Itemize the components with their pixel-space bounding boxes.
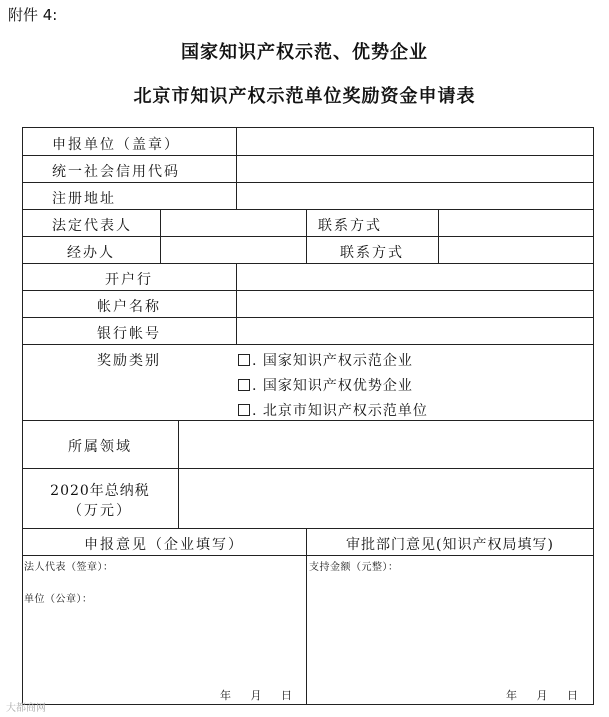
label-opinion-department: 审批部门意见(知识产权局填写)	[346, 537, 554, 553]
row-divider	[22, 236, 594, 237]
column-divider	[236, 263, 237, 344]
row-divider	[22, 263, 594, 264]
checkbox-icon[interactable]	[238, 354, 250, 366]
label-award-category: 奖励类别	[97, 353, 161, 369]
row-divider	[22, 528, 594, 529]
label-applicant-unit: 申报单位（盖章）	[52, 137, 180, 153]
option-beijing-demo[interactable]	[238, 400, 428, 420]
row-divider	[22, 555, 594, 556]
date-right: 年 月 日	[506, 689, 586, 702]
unit-seal-label: 单位（公章）：	[24, 594, 93, 605]
label-account-name: 帐户名称	[97, 299, 161, 315]
column-divider	[438, 209, 439, 263]
row-divider	[22, 317, 594, 318]
column-divider	[306, 528, 307, 705]
label-contact-method: 联系方式	[318, 218, 382, 234]
label-contact-method-2: 联系方式	[340, 245, 404, 261]
checkbox-icon[interactable]	[238, 379, 250, 391]
option-national-demo[interactable]	[238, 350, 413, 370]
option-label: . 国家知识产权示范企业	[252, 353, 413, 369]
label-field: 所属领域	[68, 439, 132, 455]
label-opinion-enterprise: 申报意见（企业填写）	[84, 537, 244, 553]
label-tax-unit: （万元）	[68, 503, 132, 519]
row-divider	[22, 290, 594, 291]
option-national-advantage[interactable]	[238, 375, 413, 395]
label-handler: 经办人	[67, 245, 115, 261]
label-bank: 开户行	[105, 272, 153, 288]
date-left: 年 月 日	[220, 689, 300, 702]
legal-rep-signature-label: 法人代表（签章）：	[24, 562, 114, 573]
watermark: 大都商网	[6, 703, 46, 714]
label-total-tax: 2020年总纳税	[50, 483, 150, 499]
option-label: . 北京市知识产权示范单位	[252, 403, 428, 419]
column-divider	[178, 420, 179, 528]
attachment-label: 附件 4:	[8, 6, 58, 24]
column-divider	[160, 209, 161, 263]
column-divider	[236, 127, 237, 209]
row-divider	[22, 344, 594, 345]
support-amount-label: 支持金额（元整）：	[309, 562, 399, 573]
row-divider	[22, 155, 594, 156]
row-divider	[22, 209, 594, 210]
checkbox-icon[interactable]	[238, 404, 250, 416]
label-credit-code: 统一社会信用代码	[52, 164, 180, 180]
row-divider	[22, 182, 594, 183]
option-label: . 国家知识产权优势企业	[252, 378, 413, 394]
form-title-line1: 国家知识产权示范、优势企业	[181, 42, 428, 63]
form-title-line2: 北京市知识产权示范单位奖励资金申请表	[133, 86, 476, 107]
label-registered-address: 注册地址	[52, 191, 116, 207]
label-account-number: 银行帐号	[97, 326, 161, 342]
row-divider	[22, 420, 594, 421]
row-divider	[22, 468, 594, 469]
label-legal-representative: 法定代表人	[52, 218, 132, 234]
